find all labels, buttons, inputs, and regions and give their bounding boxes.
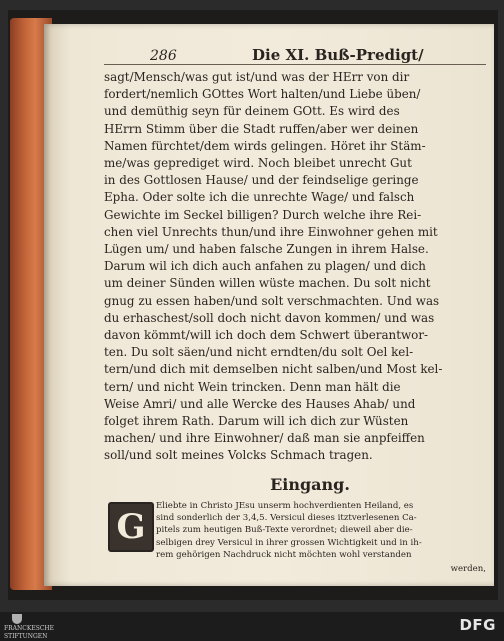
institution-logo-text: FRANCKESCHE STIFTUNGEN — [4, 625, 55, 640]
text-line: tern/und dich mit demselben nicht salben/und Most kel- — [104, 362, 443, 377]
page-text-area — [104, 40, 486, 575]
text-line: um deiner Sünden willen wüste machen. Du solt nicht — [104, 276, 431, 291]
text-line: davon kömmt/will ich doch dem Schwert überantwor- — [104, 328, 429, 343]
text-line: soll/und solt meines Volcks Schmach tragen. — [104, 448, 373, 463]
institution-logo — [4, 614, 55, 640]
page-header — [104, 40, 486, 65]
text-line: HErrn Stimm über die Stadt ruffen/aber wer deinen — [104, 121, 419, 136]
text-line: folget ihrem Rath. Darum will ich dich zur Wüsten — [104, 414, 409, 429]
sermon-body-text — [104, 69, 486, 465]
intro-text-line: pitels zum heutigen Buß-Texte verordnet; dieweil aber die- — [156, 525, 413, 536]
intro-text-line: Eliebte in Christo JEsu unserm hochverdienten Heiland, es — [156, 500, 414, 511]
dfg-logo: DFG — [459, 616, 496, 634]
viewer-footer — [0, 612, 504, 641]
intro-text-line: sind sonderlich der 3,4,5. Versicul dieses itztverlesenen Ca- — [156, 513, 417, 524]
text-line: und demüthig seyn für deinem GOtt. Es wird des — [104, 104, 400, 119]
text-line: machen/ und ihre Einwohner/ daß man sie anpfeiffen — [104, 431, 425, 446]
text-line: me/was geprediget wird. Noch bleibet unrecht Gut — [104, 156, 412, 171]
page-number: 286 — [150, 48, 177, 64]
running-title: Die XI. Buß-Predigt/ — [252, 46, 424, 64]
intro-text-line: selbigen drey Versicul in ihrer grossen Wichtigkeit und in ih- — [156, 537, 422, 548]
text-line: fordert/nemlich GOttes Wort halten/und Liebe üben/ — [104, 87, 421, 102]
text-line: gnug zu essen haben/und solt verschmachten. Und was — [104, 293, 440, 308]
catchword: werden, — [450, 563, 486, 574]
decorated-initial: G — [108, 502, 154, 552]
text-line: tern/ und nicht Wein trincken. Denn man hält die — [104, 379, 401, 394]
text-line: Darum wil ich dich auch anfahen zu plagen/ und dich — [104, 259, 426, 274]
text-line: ten. Du solt säen/und nicht erndten/du solt Oel kel- — [104, 345, 414, 360]
intro-text-line: rem gehörigen Nachdruck nicht möchten wohl verstanden — [156, 550, 412, 561]
text-line: in des Gottlosen Hause/ und der feindselige geringe — [104, 173, 419, 188]
text-line: Weise Amri/ und alle Wercke des Hauses Ahab/ und — [104, 396, 416, 411]
text-line: Epha. Oder solte ich die unrechte Wage/ und falsch — [104, 190, 415, 205]
introduction-lines — [156, 500, 486, 562]
text-line: sagt/Mensch/was gut ist/und was der HErr von dir — [104, 70, 410, 84]
introduction-paragraph — [104, 500, 486, 575]
section-heading: Eingang. — [270, 474, 350, 494]
text-line: du erhaschest/soll doch nicht davon kommen/ und was — [104, 310, 435, 325]
shield-icon — [12, 614, 22, 624]
text-line: Lügen um/ und haben falsche Zungen in ihrem Halse. — [104, 242, 429, 257]
text-line: chen viel Unrechts thun/und ihre Einwohner gehen mit — [104, 224, 438, 239]
text-line: Namen fürchtet/dem wirds gelingen. Höret ihr Stäm- — [104, 138, 426, 153]
text-line: Gewichte im Seckel billigen? Durch welche ihre Rei- — [104, 207, 422, 222]
